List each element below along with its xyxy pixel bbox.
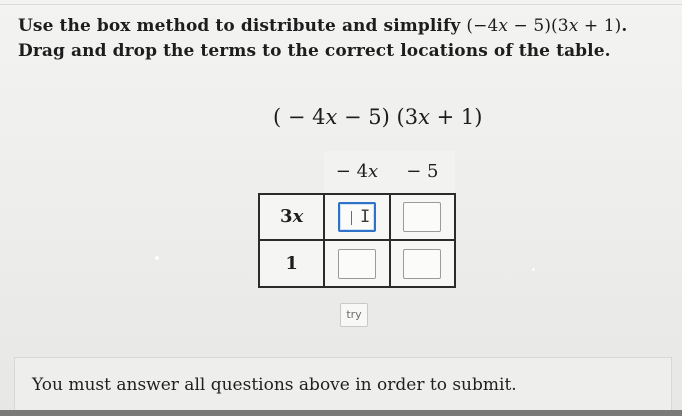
expr-rest-2: + 1) bbox=[578, 16, 622, 36]
try-button[interactable]: try bbox=[340, 303, 368, 327]
glare-speck bbox=[155, 256, 159, 260]
display-part-3: + 1) bbox=[429, 105, 483, 129]
display-part-2: − 5) (3 bbox=[337, 105, 419, 129]
expr-rest-1: − 5) bbox=[508, 16, 552, 36]
question-suffix: . Drag and drop the terms to the correct locations of the table. bbox=[18, 16, 628, 61]
text-cursor-bar bbox=[351, 211, 352, 225]
table-corner bbox=[259, 151, 324, 194]
row-header-2-coef: 1 bbox=[285, 253, 298, 275]
column-header-1-coef: − 4 bbox=[335, 161, 369, 183]
question-prompt bbox=[18, 14, 668, 64]
product-cell-r2-c1[interactable] bbox=[324, 240, 389, 287]
drop-slot-r2-c2[interactable] bbox=[403, 249, 441, 279]
drop-slot-r2-c1[interactable] bbox=[338, 249, 376, 279]
expr-var-1: x bbox=[498, 16, 509, 36]
box-method-table bbox=[258, 151, 456, 288]
glare-speck bbox=[532, 268, 535, 271]
display-var-1: x bbox=[325, 105, 338, 129]
product-cell-r1-c1[interactable] bbox=[324, 194, 389, 241]
row-header-1-coef: 3 bbox=[280, 206, 293, 228]
row-header-1-var: x bbox=[292, 206, 304, 228]
display-part-1: ( − 4 bbox=[273, 105, 326, 129]
page-top-rule bbox=[0, 4, 682, 5]
table-header-row bbox=[259, 151, 455, 194]
bottom-edge-strip bbox=[0, 410, 682, 416]
expr-open-paren: ( bbox=[466, 16, 474, 36]
expr-open-2: (3 bbox=[551, 16, 569, 36]
submit-note: You must answer all questions above in order to submit. bbox=[32, 375, 517, 395]
question-prefix: Use the box method to distribute and simplify bbox=[18, 16, 467, 36]
display-var-2: x bbox=[418, 105, 430, 129]
expression-display bbox=[273, 105, 482, 129]
drop-slot-r1-c2[interactable] bbox=[403, 202, 441, 232]
table-row-2 bbox=[259, 240, 455, 287]
column-header-1 bbox=[324, 151, 389, 194]
column-header-2 bbox=[390, 151, 455, 194]
product-cell-r2-c2[interactable] bbox=[390, 240, 455, 287]
drop-slot-r1-c1[interactable] bbox=[338, 202, 376, 232]
question-expression bbox=[466, 16, 621, 36]
column-header-2-coef: − 5 bbox=[406, 161, 439, 183]
table-row-1 bbox=[259, 194, 455, 241]
expr-var-2: x bbox=[568, 16, 579, 36]
product-cell-r1-c2[interactable] bbox=[390, 194, 455, 241]
ibeam-cursor-icon: I bbox=[359, 206, 371, 227]
expr-coef-1: −4 bbox=[473, 16, 499, 36]
row-header-2 bbox=[259, 240, 324, 287]
row-header-1 bbox=[259, 194, 324, 241]
column-header-1-var: x bbox=[368, 161, 379, 183]
